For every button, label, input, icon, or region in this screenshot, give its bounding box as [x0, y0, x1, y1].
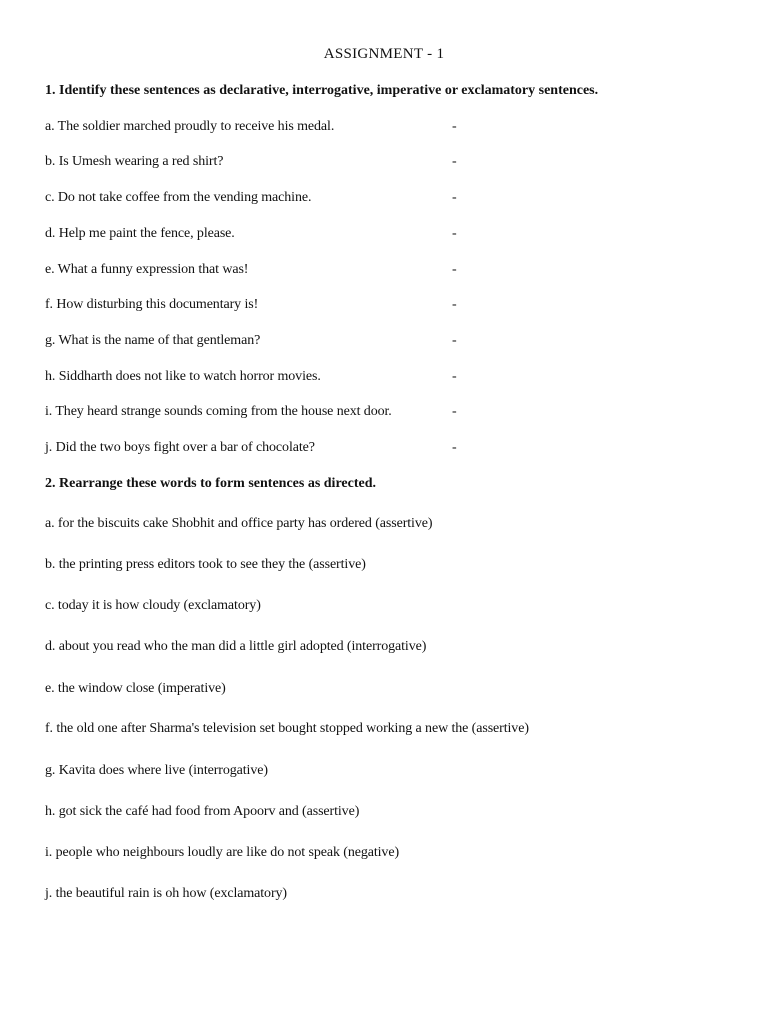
answer-blank-dash: -: [452, 333, 457, 348]
answer-blank-dash: -: [452, 226, 457, 241]
section-2-item-j: j. the beautiful rain is oh how (exclamatory): [45, 886, 287, 901]
answer-blank-dash: -: [452, 404, 457, 419]
page-title: ASSIGNMENT - 1: [323, 46, 445, 62]
section-1-item-i: i. They heard strange sounds coming from the house next door.: [45, 404, 392, 419]
section-1-item-d: d. Help me paint the fence, please.: [45, 226, 235, 241]
answer-blank-dash: -: [452, 440, 457, 455]
section-1-item-b: b. Is Umesh wearing a red shirt?: [45, 154, 224, 169]
answer-blank-dash: -: [452, 154, 457, 169]
section-1-heading: 1. Identify these sentences as declarative, interrogative, imperative or exclamatory sentences.: [45, 83, 599, 98]
section-1-item-a: a. The soldier marched proudly to receive his medal.: [45, 119, 335, 134]
section-2-item-b: b. the printing press editors took to see they the (assertive): [45, 557, 366, 572]
section-2-item-i: i. people who neighbours loudly are like do not speak (negative): [45, 845, 400, 860]
answer-blank-dash: -: [452, 262, 457, 277]
answer-blank-dash: -: [452, 119, 457, 134]
section-2-item-d: d. about you read who the man did a little girl adopted (interrogative): [45, 639, 427, 654]
section-1-item-e: e. What a funny expression that was!: [45, 262, 249, 277]
answer-blank-dash: -: [452, 190, 457, 205]
section-2-item-g: g. Kavita does where live (interrogative): [45, 763, 268, 778]
section-2-item-a: a. for the biscuits cake Shobhit and office party has ordered (assertive): [45, 516, 433, 531]
section-1-item-c: c. Do not take coffee from the vending machine.: [45, 190, 312, 205]
section-1-item-h: h. Siddharth does not like to watch horror movies.: [45, 369, 321, 384]
section-2-item-f: f. the old one after Sharma's television set bought stopped working a new the (assertive): [45, 721, 529, 736]
answer-blank-dash: -: [452, 369, 457, 384]
section-1-item-j: j. Did the two boys fight over a bar of chocolate?: [45, 440, 315, 455]
answer-blank-dash: -: [452, 297, 457, 312]
section-2-item-e: e. the window close (imperative): [45, 681, 226, 696]
section-1-item-f: f. How disturbing this documentary is!: [45, 297, 259, 312]
section-2-heading: 2. Rearrange these words to form sentences as directed.: [45, 476, 376, 491]
section-2-item-h: h. got sick the café had food from Apoorv and (assertive): [45, 804, 360, 819]
section-1-item-g: g. What is the name of that gentleman?: [45, 333, 261, 348]
section-2-item-c: c. today it is how cloudy (exclamatory): [45, 598, 261, 613]
